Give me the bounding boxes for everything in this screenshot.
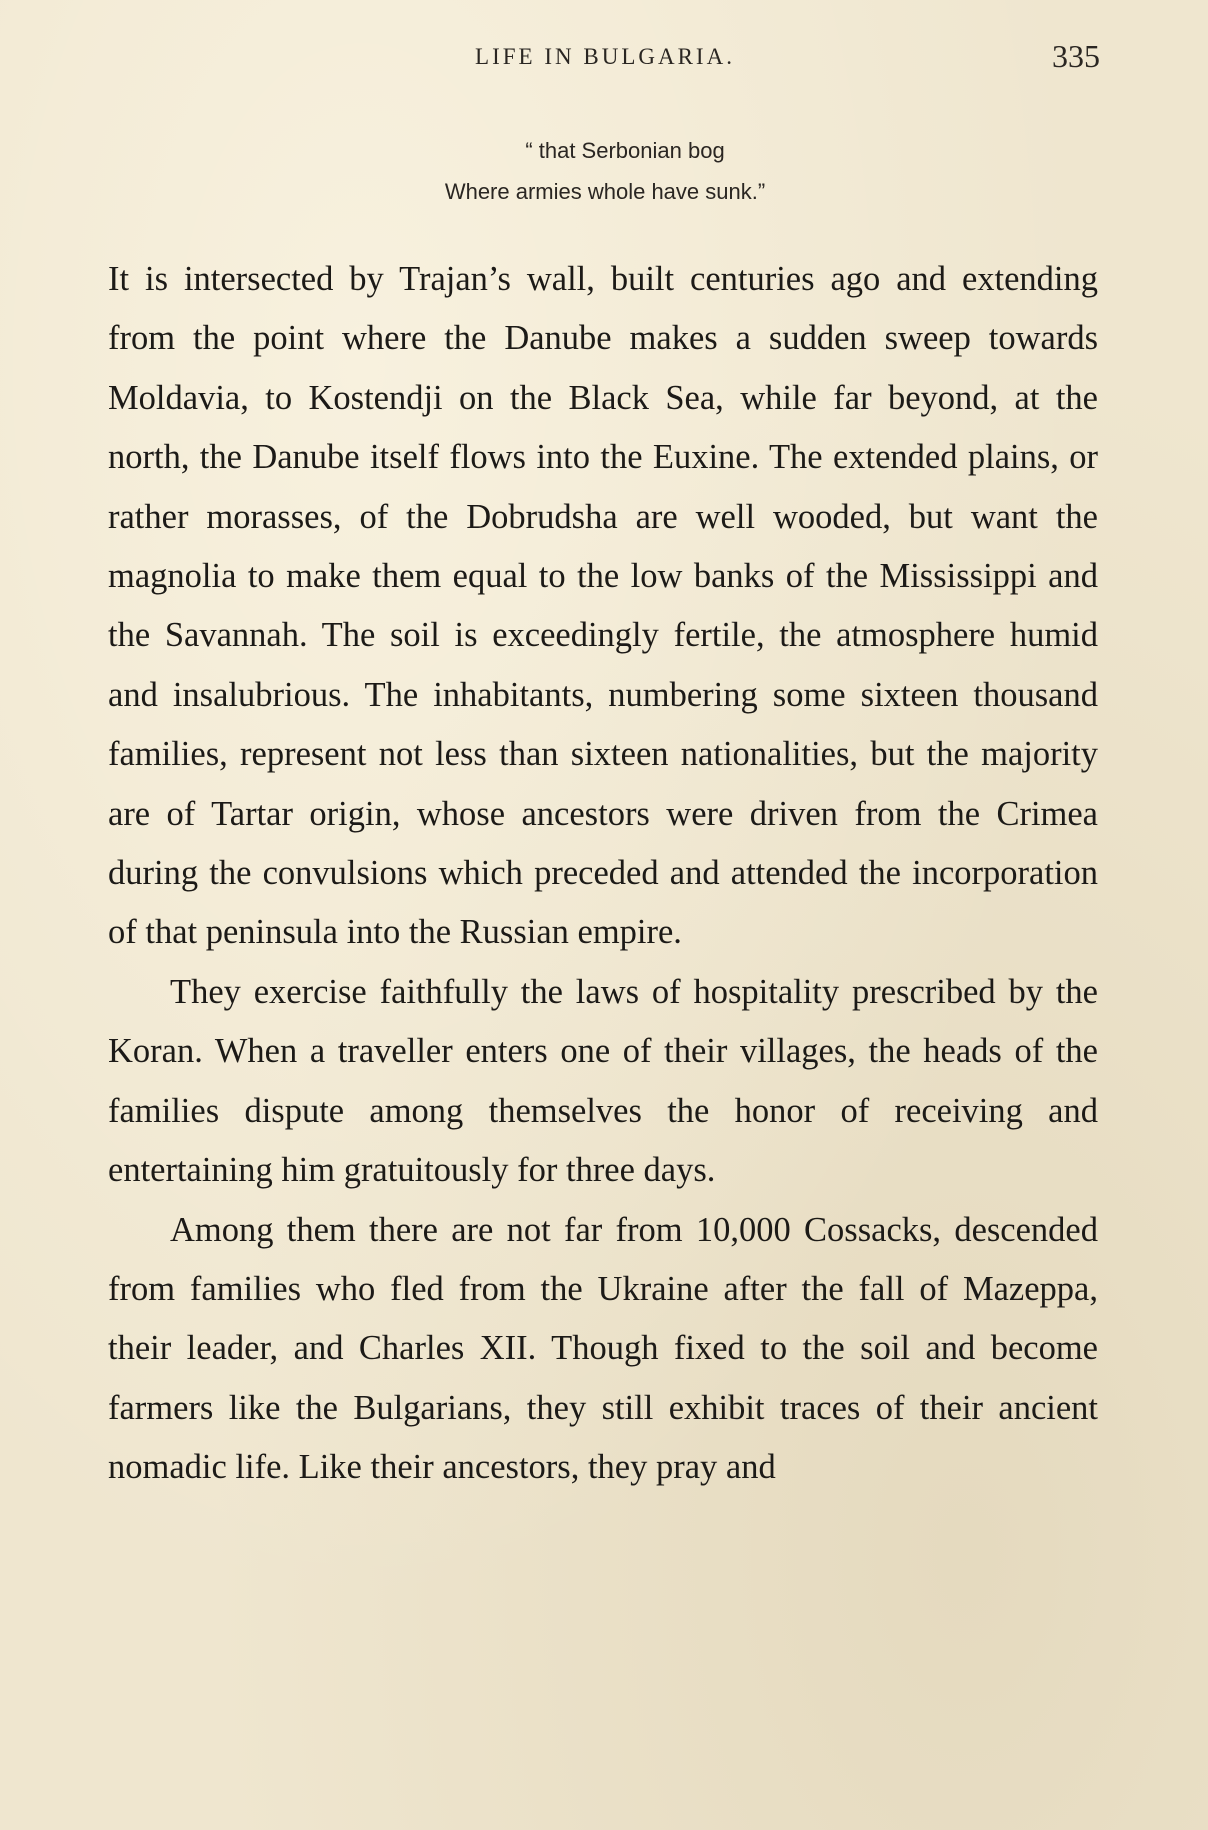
body-text — [108, 250, 1098, 1498]
running-head-title: LIFE IN BULGARIA. — [475, 44, 735, 69]
running-head — [110, 38, 1100, 78]
paragraph-3: Among them there are not far from 10,000 Cossacks, descended from families who fled from the Ukraine after the fall of Mazeppa, their leader, and Charles XII. Though fixed to the soil and become farmers like the Bulgarians, they still exhibit traces of their ancient nomadic life. Like their ancestors, they pray and — [108, 1210, 1098, 1487]
epigraph-line-2: Where armies whole have sunk.” — [444, 179, 766, 204]
paragraph-1: It is intersected by Trajan’s wall, built centuries ago and extending from the point where the Danube makes a sudden sweep towards Moldavia, to Kostendji on the Black Sea, while far beyond, at the north, the Danube itself flows into the Euxine. The extended plains, or rather morasses, of the Dobrudsha are well wooded, but want the magnolia to make them equal to the low banks of the Mississippi and the Savannah. The soil is exceedingly fertile, the atmosphere humid and insalubrious. The inhabitants, numbering some sixteen thousand families, represent not less than sixteen nationalities, but the majority are of Tartar origin, whose ancestors were driven from the Crimea during the convulsions which preceded and attended the incorporation of that peninsula into the Russian empire. — [108, 260, 1098, 952]
epigraph-line-1: “ that Serbonian bog — [525, 138, 725, 163]
page-number: 335 — [1052, 38, 1100, 74]
paragraph-2: They exercise faithfully the laws of hospitality prescribed by the Koran. When a traveller enters one of their villages, the heads of the families dispute among themselves the honor of receiving and entertaining him gratuitously for three days. — [108, 972, 1098, 1190]
epigraph-quote — [110, 130, 1100, 212]
